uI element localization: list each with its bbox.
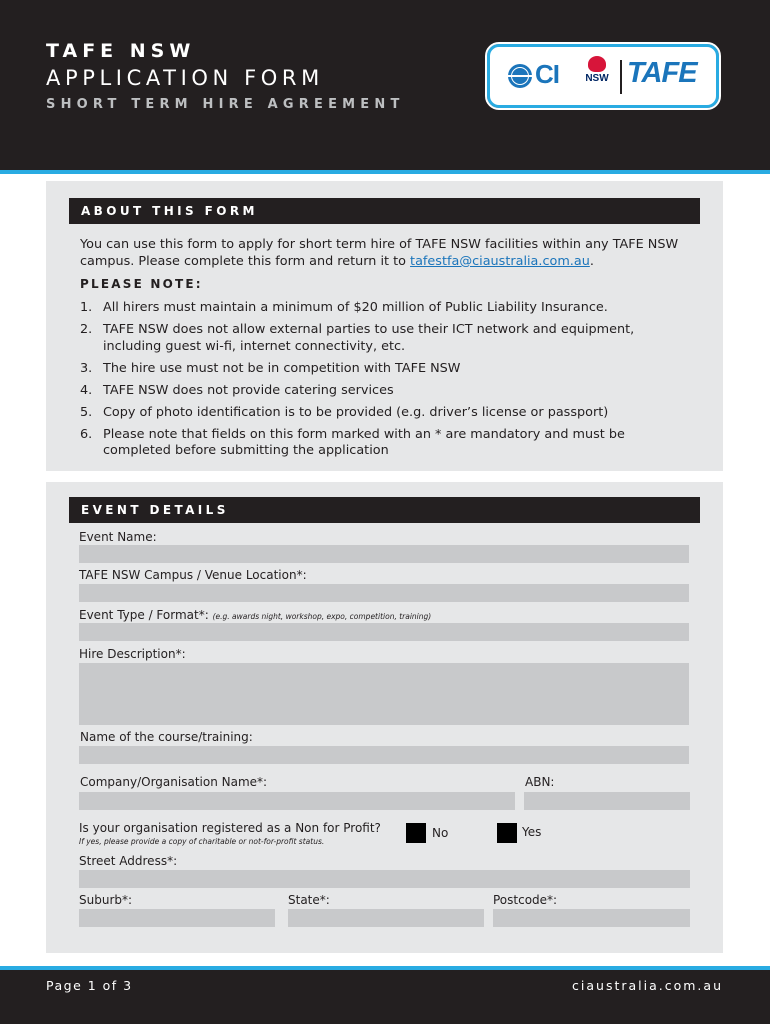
title-line2: APPLICATION FORM — [46, 66, 324, 90]
list-number: 2. — [80, 322, 93, 337]
notes-list — [80, 300, 680, 465]
header-accent-line — [0, 170, 770, 174]
event-name-label: Event Name: — [79, 530, 157, 544]
abn-label: ABN: — [525, 775, 555, 789]
postcode-field[interactable] — [493, 909, 690, 927]
about-heading: ABOUT THIS FORM — [69, 198, 700, 224]
email-link[interactable]: tafestfa@ciaustralia.com.au — [410, 254, 590, 269]
list-item — [80, 322, 680, 355]
ci-logo-text: CI — [535, 59, 559, 89]
list-number: 5. — [80, 404, 93, 420]
course-name-label: Name of the course/training: — [80, 730, 253, 744]
nfp-question: Is your organisation registered as a Non for Profit? — [79, 821, 381, 835]
list-item — [80, 427, 680, 460]
nsw-government-logo — [582, 56, 612, 96]
tafe-logo-text: TAFE — [627, 57, 697, 89]
event-panel — [46, 482, 723, 953]
list-text: TAFE NSW does not provide catering services — [103, 382, 394, 398]
event-type-hint: (e.g. awards night, workshop, expo, competition, training) — [212, 612, 432, 621]
list-text: Copy of photo identification is to be provided (e.g. driver’s license or passport) — [103, 404, 609, 420]
waratah-icon — [588, 56, 606, 72]
nsw-logo-text: NSW — [585, 73, 609, 84]
intro-end: . — [589, 254, 594, 269]
about-panel — [46, 181, 723, 471]
venue-label: TAFE NSW Campus / Venue Location*: — [79, 568, 307, 582]
title-line1: TAFE NSW — [46, 40, 196, 62]
about-intro — [80, 236, 680, 270]
please-note-heading: PLEASE NOTE: — [80, 277, 203, 291]
page-number: Page 1 of 3 — [46, 978, 133, 993]
intro-text: You can use this form to apply for short term hire of TAFE NSW facilities within any TAFE NSW campus. Please complete this form and return it to — [80, 237, 679, 269]
list-number: 6. — [80, 426, 93, 442]
suburb-label: Suburb*: — [79, 893, 133, 907]
list-text: TAFE NSW does not allow external parties to use their ICT network and equipment, including guest wi-fi, internet connectivity, etc. — [103, 322, 635, 354]
nfp-no-checkbox[interactable] — [406, 823, 426, 843]
event-type-text: Event Type / Format*: — [79, 608, 209, 622]
list-item — [80, 361, 680, 378]
title-line3: SHORT TERM HIRE AGREEMENT — [46, 97, 405, 112]
street-label: Street Address*: — [79, 854, 178, 868]
list-number: 3. — [80, 360, 93, 376]
nfp-no-label: No — [432, 826, 449, 840]
list-item — [80, 405, 680, 422]
list-item — [80, 300, 680, 317]
company-label: Company/Organisation Name*: — [80, 775, 268, 789]
event-type-label — [79, 608, 431, 622]
street-field[interactable] — [79, 870, 690, 888]
nfp-yes-checkbox[interactable] — [497, 823, 517, 843]
hire-description-field[interactable] — [79, 663, 689, 725]
state-field[interactable] — [288, 909, 484, 927]
course-name-field[interactable] — [79, 746, 689, 764]
footer-website: ciaustralia.com.au — [572, 978, 723, 993]
postcode-label: Postcode*: — [493, 893, 558, 907]
list-item — [80, 383, 680, 400]
event-heading: EVENT DETAILS — [69, 497, 700, 523]
event-name-field[interactable] — [79, 545, 689, 563]
abn-field[interactable] — [524, 792, 690, 810]
list-number: 4. — [80, 382, 93, 398]
event-type-field[interactable] — [79, 623, 689, 641]
nfp-hint: If yes, please provide a copy of charitable or not-for-profit status. — [79, 837, 325, 846]
list-number: 1. — [80, 300, 93, 315]
list-text: The hire use must not be in competition with TAFE NSW — [103, 360, 461, 376]
company-field[interactable] — [79, 792, 515, 810]
list-text: All hirers must maintain a minimum of $20 million of Public Liability Insurance. — [103, 300, 608, 315]
suburb-field[interactable] — [79, 909, 275, 927]
logo-box — [487, 44, 719, 108]
venue-field[interactable] — [79, 584, 689, 602]
logo-divider — [620, 60, 622, 94]
hire-description-label: Hire Description*: — [79, 647, 186, 661]
nfp-yes-label: Yes — [522, 825, 542, 839]
list-text: Please note that fields on this form marked with an * are mandatory and must be completed before submitting the application — [103, 426, 625, 458]
state-label: State*: — [288, 893, 330, 907]
ci-globe-icon — [508, 64, 532, 88]
